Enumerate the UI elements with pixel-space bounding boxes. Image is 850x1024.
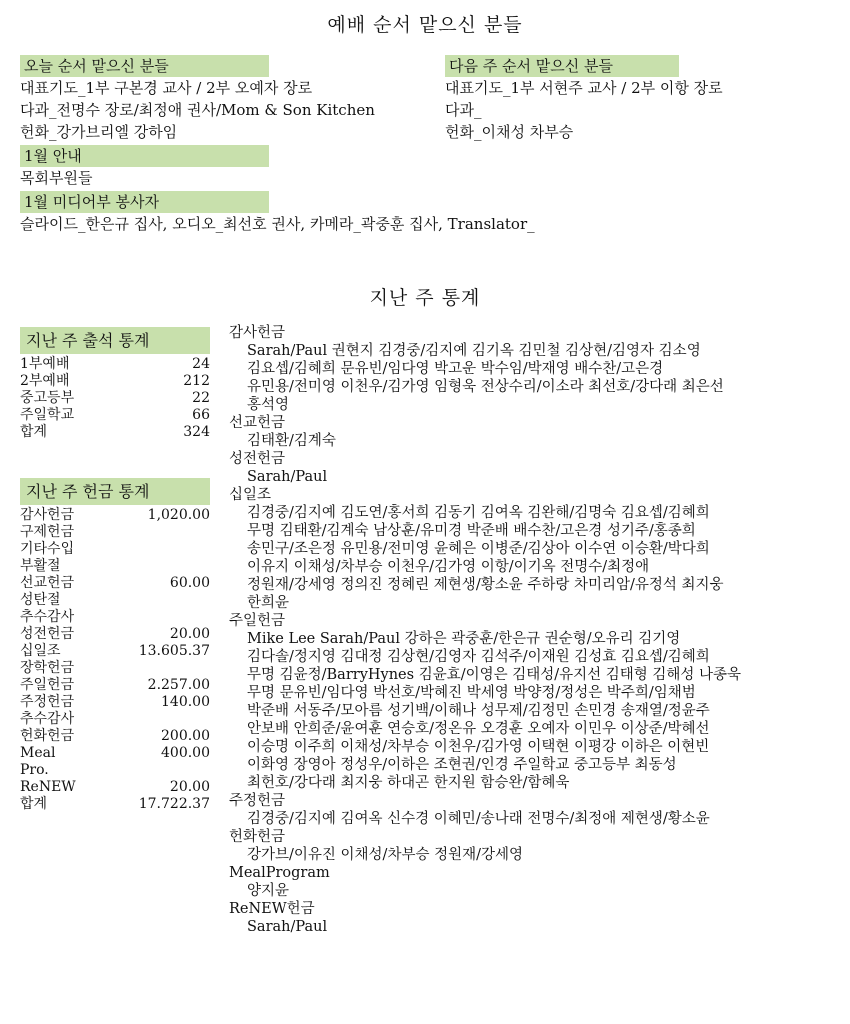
stat-label: 주일학교 [20, 407, 75, 423]
stat-row [20, 677, 210, 694]
stat-row [20, 575, 210, 592]
stat-value: 1,020.00 [147, 507, 210, 523]
stat-row [20, 745, 210, 779]
donor-category: ReNEW헌금 [229, 901, 315, 917]
stat-label: 성전헌금 [20, 626, 75, 642]
stat-value: 140.00 [161, 694, 210, 710]
offering-box [20, 478, 210, 813]
donor-names: Mike Lee Sarah/Paul 강하은 곽중훈/한은규 권순형/오유리 김기영 [247, 631, 681, 647]
text-line: 다과_전명수 장로/최정애 권사/Mom & Son Kitchen [20, 101, 375, 119]
donor-category: 헌화헌금 [229, 829, 286, 845]
stat-value: 24 [192, 356, 210, 372]
stat-value: 13.605.37 [138, 643, 210, 659]
donor-category: 십일조 [229, 487, 272, 503]
stat-value: 60.00 [169, 575, 210, 591]
stat-row [20, 356, 210, 373]
stat-row [20, 626, 210, 643]
stat-row [20, 407, 210, 424]
donor-category: 주일헌금 [229, 613, 286, 629]
stat-label: 헌화헌금 [20, 728, 75, 744]
stat-label: 구제헌금 [20, 524, 75, 540]
stat-value: 2.257.00 [147, 677, 210, 693]
stat-row [20, 558, 210, 575]
media-team-box [20, 191, 820, 235]
stat-label: 추수감사 [20, 609, 75, 625]
donor-names: 강가브/이유진 이채성/차부승 정원재/강세영 [247, 847, 523, 863]
stat-value: 22 [192, 390, 210, 406]
text-line: 헌화_강가브리엘 강하임 [20, 123, 178, 141]
stat-row [20, 796, 210, 813]
stat-row [20, 711, 210, 728]
next-week-lines [445, 77, 825, 143]
text-line: 다과_ [445, 101, 482, 119]
stat-label: 추수감사 [20, 711, 75, 727]
stat-label: 2부예배 [20, 373, 70, 389]
donor-category: 선교헌금 [229, 415, 286, 431]
stat-value: 200.00 [161, 728, 210, 744]
donor-names: 유민용/전미영 이천우/김가영 임형욱 전상수리/이소라 최선호/강다래 최은선 [247, 379, 724, 395]
attendance-header: 지난 주 출석 통계 [20, 327, 210, 354]
stat-label: 합계 [20, 424, 48, 440]
offering-table [20, 507, 210, 813]
stat-row [20, 541, 210, 558]
offering-header: 지난 주 헌금 통계 [20, 478, 210, 505]
donor-names: 홍석영 [247, 397, 290, 413]
donor-category: 감사헌금 [229, 325, 286, 341]
donor-names: 박준배 서동주/모아름 성기백/이해나 성무제/김정민 손민경 송재열/정윤주 [247, 703, 710, 719]
donor-category: 성전헌금 [229, 451, 286, 467]
stat-row [20, 779, 210, 796]
donor-names: 이유지 이채성/차부승 이천우/김가영 이항/이기옥 전명수/최정애 [247, 559, 650, 575]
january-notice-box [20, 145, 420, 189]
stat-row [20, 524, 210, 541]
stat-row [20, 592, 210, 609]
section-title-stats: 지난 주 통계 [369, 287, 481, 309]
media-team-header: 1월 미디어부 봉사자 [20, 191, 269, 213]
donor-names: 이화영 장영아 정성우/이하은 조현권/인경 주일학교 중고등부 최동성 [247, 757, 677, 773]
donor-names: 무명 문유빈/임다영 박선호/박혜진 박세영 박양정/정성은 박주희/임채범 [247, 685, 696, 701]
stat-label: 성탄절 [20, 592, 61, 608]
text-line: 대표기도_1부 구본경 교사 / 2부 오예자 장로 [20, 79, 313, 97]
stat-value: 17.722.37 [138, 796, 210, 812]
text-line: 목회부원들 [20, 169, 93, 187]
donor-category: 주정헌금 [229, 793, 286, 809]
donor-names: Sarah/Paul [247, 919, 328, 935]
stat-value: 324 [183, 424, 210, 440]
media-team-lines [20, 213, 820, 235]
stat-row [20, 643, 210, 660]
this-week-lines [20, 77, 420, 143]
january-notice-lines [20, 167, 420, 189]
stat-label: 주정헌금 [20, 694, 75, 710]
attendance-table [20, 356, 210, 441]
stat-row [20, 660, 210, 677]
donor-names: 김경중/김지예 김도연/홍서희 김동기 김여옥 김완해/김명숙 김요셉/김혜희 [247, 505, 710, 521]
donor-names: 김경중/김지예 김여옥 신수경 이혜민/송나래 전명수/최정애 제현생/황소윤 [247, 811, 710, 827]
stat-row [20, 390, 210, 407]
stat-label: 십일조 [20, 643, 61, 659]
donor-names: 김다솔/정지영 김대정 김상현/김영자 김석주/이재원 김성효 김요셉/김혜희 [247, 649, 710, 665]
next-week-header: 다음 주 순서 맡으신 분들 [445, 55, 679, 77]
next-week-box [445, 55, 825, 143]
this-week-box [20, 55, 420, 143]
stat-label: 감사헌금 [20, 507, 75, 523]
stat-row [20, 507, 210, 524]
stat-value: 212 [183, 373, 210, 389]
section-title-service: 예배 순서 맡으신 분들 [327, 14, 523, 36]
donor-names: 송민구/조은정 유민용/전미영 윤혜은 이병준/김상아 이수연 이승환/박다희 [247, 541, 710, 557]
donor-names: Sarah/Paul 권현지 김경중/김지예 김기옥 김민철 김상현/김영자 김소영 [247, 343, 701, 359]
stat-label: 장학헌금 [20, 660, 75, 676]
stat-row [20, 424, 210, 441]
stat-value: 66 [192, 407, 210, 423]
donor-names: 정원재/강세영 정의진 정혜린 제현생/황소윤 주하랑 차미리암/유정석 최지웅 [247, 577, 724, 593]
text-line: 대표기도_1부 서현주 교사 / 2부 이항 장로 [445, 79, 723, 97]
donor-names: 최헌호/강다래 최지웅 하대곤 한지원 함승완/함혜욱 [247, 775, 570, 791]
donor-names: 무명 김윤정/BarryHynes 김윤효/이영은 김태성/유지선 김태형 김해성 나종욱 [247, 667, 742, 683]
donor-names: 무명 김태환/김계숙 남상훈/유미경 박준배 배수찬/고은경 성기주/홍종희 [247, 523, 696, 539]
donor-names: 김태환/김계숙 [247, 433, 336, 449]
this-week-header: 오늘 순서 맡으신 분들 [20, 55, 269, 77]
stat-row [20, 373, 210, 390]
stat-value: 20.00 [169, 779, 210, 795]
attendance-box [20, 327, 210, 441]
text-line: 헌화_이채성 차부승 [445, 123, 574, 141]
stat-label: 부활절 [20, 558, 61, 574]
stat-label: 합계 [20, 796, 48, 812]
stat-row [20, 694, 210, 711]
stat-label: 선교헌금 [20, 575, 75, 591]
stat-label: 중고등부 [20, 390, 75, 406]
stat-label: Meal Pro. [20, 745, 56, 778]
stat-label: 1부예배 [20, 356, 70, 372]
donor-names: 한희윤 [247, 595, 290, 611]
stat-row [20, 728, 210, 745]
stat-label: 기타수입 [20, 541, 75, 557]
donor-names: 김요셉/김혜희 문유빈/임다영 박고운 박수임/박재영 배수찬/고은경 [247, 361, 664, 377]
stat-value: 400.00 [161, 745, 210, 761]
donor-list [229, 324, 839, 936]
stat-row [20, 609, 210, 626]
donor-category: MealProgram [229, 865, 330, 881]
stat-label: 주일헌금 [20, 677, 75, 693]
stat-value: 20.00 [169, 626, 210, 642]
text-line: 슬라이드_한은규 집사, 오디오_최선호 권사, 카메라_곽중훈 집사, Translator_ [20, 215, 535, 233]
donor-names: 안보배 안희준/윤여훈 연승호/정온유 오경훈 오예자 이민우 이상준/박혜선 [247, 721, 710, 737]
january-notice-header: 1월 안내 [20, 145, 269, 167]
donor-names: Sarah/Paul [247, 469, 328, 485]
stat-label: ReNEW [20, 779, 76, 795]
donor-names: 이승명 이주희 이채성/차부승 이천우/김가영 이택현 이평강 이하은 이현빈 [247, 739, 710, 755]
donor-names: 양지윤 [247, 883, 290, 899]
